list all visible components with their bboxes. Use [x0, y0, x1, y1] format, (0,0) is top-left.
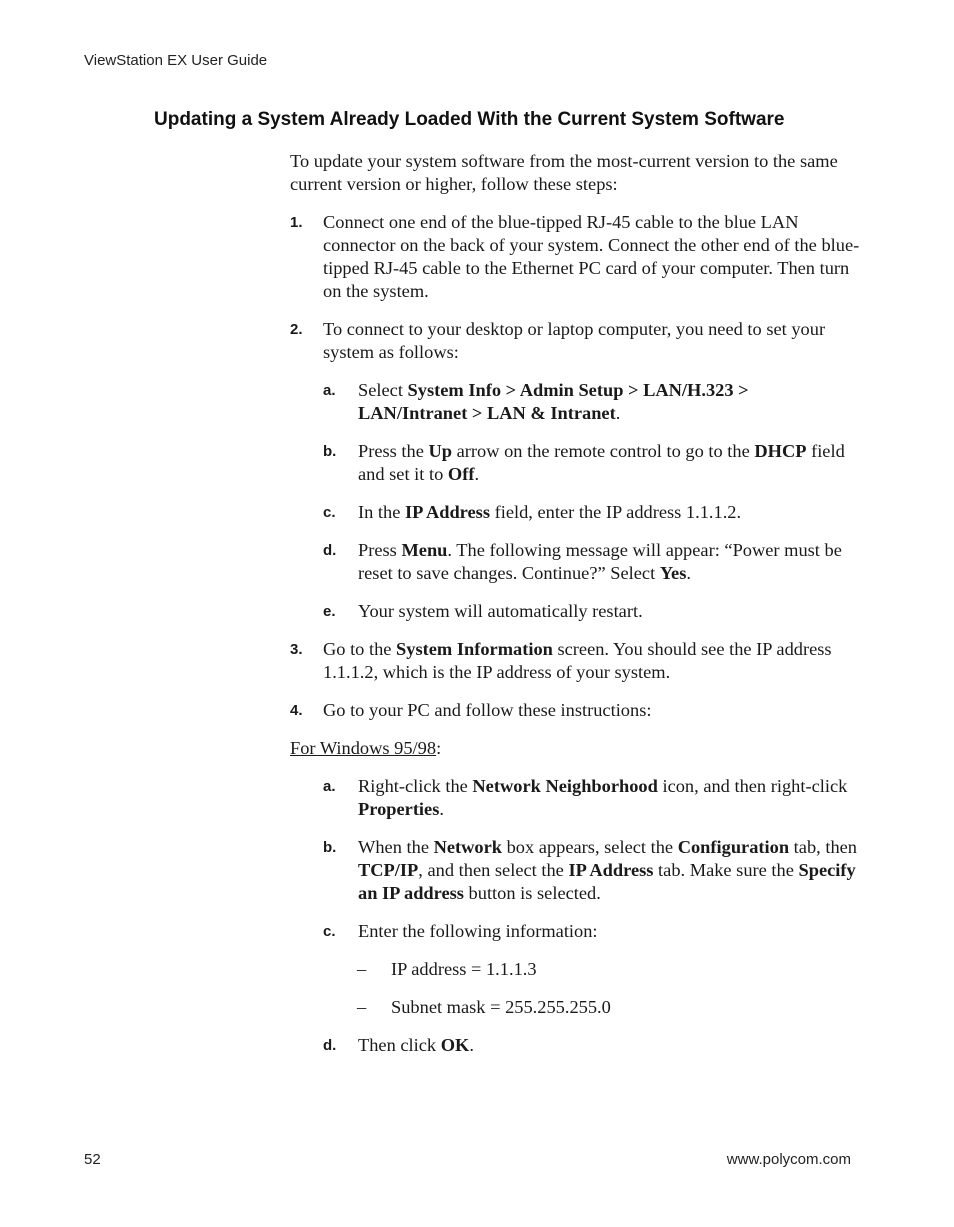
substep-text: Then click OK.: [358, 1035, 474, 1055]
step-number: 1.: [290, 214, 303, 231]
substep-2d: [323, 539, 860, 585]
section-title: Updating a System Already Loaded With the Current System Software: [154, 109, 785, 130]
step-text: To connect to your desktop or laptop computer, you need to set your system as follows:: [323, 319, 826, 362]
step-text: Go to the System Information screen. You should see the IP address 1.1.1.2, which is the IP address of your system.: [323, 639, 832, 682]
substep-2a: [323, 379, 860, 425]
step-text: Go to your PC and follow these instructions:: [323, 700, 652, 720]
substep-letter: b.: [323, 443, 337, 460]
step-1: [290, 211, 860, 303]
dash-bullet: –: [357, 997, 367, 1017]
substep-text: Enter the following information:: [358, 921, 598, 941]
substep-letter: e.: [323, 603, 336, 620]
substep-2b: [323, 440, 860, 486]
substep-letter: d.: [323, 542, 337, 559]
step-number: 3.: [290, 641, 303, 658]
windows-heading-line: For Windows 95/98:: [290, 738, 442, 758]
dash-item-subnet: [357, 996, 860, 1019]
substep-letter: a.: [323, 382, 336, 399]
win-substep-d: [323, 1034, 860, 1057]
step-3: [290, 638, 860, 684]
dash-item-ip: [357, 958, 860, 981]
substep-letter: c.: [323, 504, 336, 521]
substep-letter: d.: [323, 1037, 337, 1054]
intro-paragraph: To update your system software from the most-current version to the same current version or higher, follow these steps:: [290, 151, 838, 194]
substep-letter: b.: [323, 839, 337, 856]
win-substep-a: [323, 775, 860, 821]
substep-text: Right-click the Network Neighborhood icon, and then right-click Properties.: [358, 776, 848, 819]
substep-text: Your system will automatically restart.: [358, 601, 643, 621]
document-body: [290, 150, 860, 1072]
substep-text: When the Network box appears, select the Configuration tab, then TCP/IP, and then select the IP Address tab. Make sure the Specify an IP address button is selected.: [358, 837, 858, 903]
step-4: [290, 699, 860, 722]
running-header: ViewStation EX User Guide: [84, 52, 268, 69]
website-link[interactable]: www.polycom.com: [726, 1151, 851, 1168]
dash-bullet: –: [357, 959, 367, 979]
dash-text: Subnet mask = 255.255.255.0: [391, 997, 611, 1017]
step-number: 4.: [290, 702, 303, 719]
windows-heading: For Windows 95/98: [290, 738, 437, 758]
substep-text: Select System Info > Admin Setup > LAN/H.323 > LAN/Intranet > LAN & Intranet.: [358, 380, 749, 423]
win-substep-c: [323, 920, 860, 943]
substep-text: Press the Up arrow on the remote control to go to the DHCP field and set it to Off.: [358, 441, 845, 484]
substep-text: In the IP Address field, enter the IP address 1.1.1.2.: [358, 502, 742, 522]
step-number: 2.: [290, 321, 303, 338]
substep-letter: c.: [323, 923, 336, 940]
step-text: Connect one end of the blue-tipped RJ-45 cable to the blue LAN connector on the back of your system. Connect the other end of the blue-tipped RJ-45 cable to the Ethernet PC card of your computer. Then turn on the system.: [323, 212, 860, 301]
substep-2c: [323, 501, 860, 524]
dash-text: IP address = 1.1.1.3: [391, 959, 537, 979]
page-number: 52: [84, 1151, 101, 1168]
win-substep-b: [323, 836, 860, 905]
step-2: [290, 318, 860, 364]
substep-2e: [323, 600, 860, 623]
substep-text: Press Menu. The following message will appear: “Power must be reset to save changes. Continue?” Select Yes.: [358, 540, 842, 583]
substep-letter: a.: [323, 778, 336, 795]
